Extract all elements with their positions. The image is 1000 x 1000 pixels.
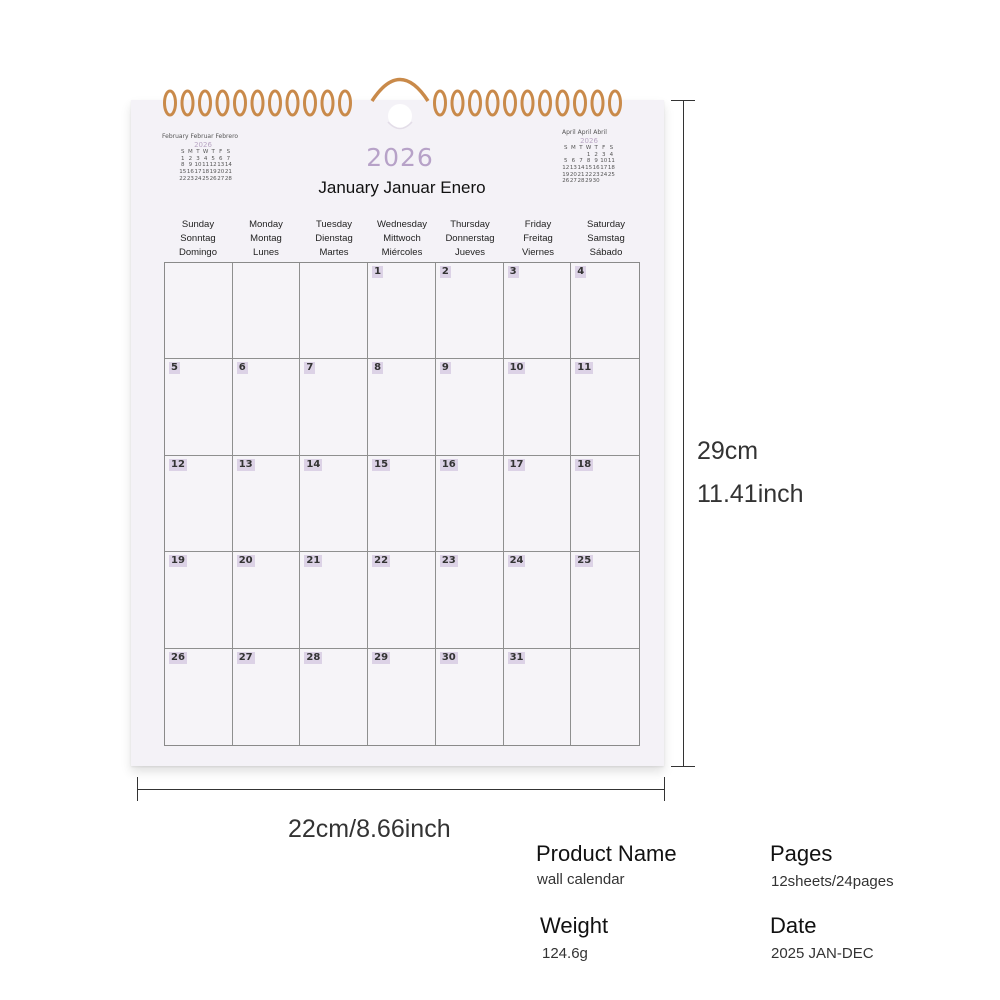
mini-calendar-day: 3 <box>196 155 200 162</box>
weekday-label-en: Sunday <box>181 219 215 230</box>
day-cell <box>165 649 233 745</box>
mini-calendar-day: 4 <box>609 151 614 158</box>
weekday-header <box>504 218 572 260</box>
mini-calendar-day: 20 <box>217 168 225 175</box>
mini-calendar-day: 26 <box>562 178 570 185</box>
day-cell <box>233 359 301 455</box>
day-number: 2 <box>441 266 449 277</box>
day-number: 18 <box>577 458 592 470</box>
mini-calendar-next <box>562 130 616 185</box>
mini-calendar-day: 23 <box>592 171 600 178</box>
mini-calendar-row <box>562 145 616 152</box>
day-number: 20 <box>238 555 253 567</box>
month-grid <box>164 262 640 746</box>
mini-calendar-day <box>608 178 616 185</box>
height-dimension-cap-top <box>671 100 695 101</box>
mini-calendar-day: W <box>202 149 209 156</box>
day-cell <box>436 359 504 455</box>
mini-calendar-day: 15 <box>585 164 593 171</box>
mini-calendar-day: 8 <box>181 162 185 169</box>
day-cell <box>571 552 639 648</box>
product-name-label: Product Name <box>536 841 677 866</box>
mini-calendar-day: 3 <box>602 151 606 158</box>
mini-calendar-day: 27 <box>569 178 577 185</box>
day-cell <box>571 649 639 745</box>
mini-calendar-day: T <box>196 149 200 156</box>
mini-calendar-row <box>179 176 238 183</box>
mini-calendar-day: 16 <box>592 164 600 171</box>
mini-calendar-day: 2 <box>594 151 598 158</box>
mini-calendar-day: T <box>579 145 583 152</box>
day-cell <box>571 456 639 552</box>
day-cell <box>504 649 572 745</box>
mini-calendar-day: 23 <box>186 175 194 182</box>
mini-calendar-day: 10 <box>194 162 202 169</box>
day-cell <box>300 263 368 359</box>
mini-calendar-day: 13 <box>217 162 225 169</box>
mini-calendar-header: April April Abril <box>562 129 607 136</box>
day-cell <box>436 263 504 359</box>
mini-calendar-day: 22 <box>179 175 187 182</box>
day-number: 12 <box>171 458 185 470</box>
mini-calendar-previous <box>163 134 238 182</box>
weekday-header <box>164 218 232 260</box>
mini-calendar-row <box>179 162 238 169</box>
day-cell <box>300 649 368 745</box>
weight-value: 124.6g <box>542 945 588 962</box>
mini-calendar-row <box>562 152 616 159</box>
mini-calendar-day: 2 <box>188 155 193 162</box>
day-number: 13 <box>238 458 253 470</box>
mini-calendar-day: 6 <box>571 158 576 165</box>
mini-calendar-day: 19 <box>562 171 570 178</box>
mini-calendar-year: 2026 <box>194 140 212 149</box>
day-cell <box>368 552 436 648</box>
day-cell <box>233 552 301 648</box>
mini-calendar-day: S <box>564 145 568 152</box>
day-cell <box>571 263 639 359</box>
mini-calendar-row <box>562 165 616 172</box>
mini-calendar-day: 24 <box>600 171 608 178</box>
date-value: 2025 JAN-DEC <box>771 945 874 962</box>
mini-calendar-day: 13 <box>569 164 577 171</box>
mini-calendar-day: 27 <box>217 175 225 182</box>
pages-label: Pages <box>770 841 833 866</box>
day-cell <box>368 649 436 745</box>
mini-calendar-day: 7 <box>579 158 583 165</box>
weekday-label-de: Dienstag <box>315 233 353 244</box>
mini-calendar-day <box>577 152 585 159</box>
day-cell <box>300 552 368 648</box>
mini-calendar-row <box>562 178 616 185</box>
weekday-label-es: Viernes <box>521 247 555 258</box>
mini-calendar-day: 11 <box>607 158 615 165</box>
mini-calendar-day: 15 <box>179 168 187 175</box>
mini-calendar-day <box>600 178 608 185</box>
mini-calendar-day: M <box>571 145 576 152</box>
day-cell <box>504 359 572 455</box>
mini-calendar-day: 17 <box>194 168 202 175</box>
day-number: 23 <box>441 555 456 567</box>
mini-calendar-day: 28 <box>577 178 585 185</box>
month-title: January Januar Enero <box>318 178 486 197</box>
day-cell <box>300 359 368 455</box>
weekday-header <box>232 218 300 260</box>
weekday-label-es: Sábado <box>589 247 623 258</box>
mini-calendar-day: 24 <box>194 175 202 182</box>
mini-calendar-day: 12 <box>209 162 217 169</box>
day-number: 19 <box>171 555 185 567</box>
mini-calendar-day: 9 <box>594 158 598 165</box>
day-number: 14 <box>306 458 321 470</box>
day-cell <box>436 552 504 648</box>
mini-calendar-day: 9 <box>188 162 193 169</box>
day-number: 5 <box>171 362 178 374</box>
mini-calendar-day: W <box>585 145 592 152</box>
weekday-label-de: Samstag <box>587 233 625 244</box>
day-number: 27 <box>238 651 253 663</box>
mini-calendar-day: 18 <box>607 164 615 171</box>
mini-calendar-day: 10 <box>600 158 608 165</box>
date-label: Date <box>770 913 817 938</box>
day-number: 7 <box>306 362 314 374</box>
mini-calendar-day: 28 <box>224 175 232 182</box>
day-number: 22 <box>374 555 389 567</box>
day-cell <box>504 263 572 359</box>
day-number: 30 <box>441 651 456 663</box>
height-dimension-line <box>683 100 684 766</box>
mini-calendar-row <box>562 172 616 179</box>
mini-calendar-day: M <box>188 149 193 156</box>
mini-calendar-day: 25 <box>607 171 615 178</box>
mini-calendar-day: 26 <box>209 175 217 182</box>
day-number: 11 <box>577 362 592 374</box>
mini-calendar-day: T <box>211 149 215 156</box>
day-cell <box>165 552 233 648</box>
width-dimension-cap-right <box>664 777 665 801</box>
day-number: 24 <box>509 555 524 567</box>
day-cell <box>504 456 572 552</box>
mini-calendar-day: 4 <box>203 155 208 162</box>
weekday-label-de: Freitag <box>523 233 553 244</box>
mini-calendar-day: 21 <box>577 171 585 178</box>
mini-calendar-day: 14 <box>224 162 232 169</box>
day-number: 31 <box>509 651 524 663</box>
weekday-label-de: Sonntag <box>180 233 216 244</box>
mini-calendar-day: S <box>226 149 231 156</box>
mini-calendar-day: S <box>609 145 614 152</box>
day-cell <box>571 359 639 455</box>
day-cell <box>368 263 436 359</box>
weekday-label-en: Wednesday <box>377 219 427 230</box>
mini-calendar-day: 20 <box>569 171 577 178</box>
mini-calendar-day: 12 <box>562 164 570 171</box>
day-cell <box>165 456 233 552</box>
mini-calendar-day: 25 <box>202 175 210 182</box>
day-number: 10 <box>509 362 524 374</box>
day-cell <box>368 456 436 552</box>
day-cell <box>233 649 301 745</box>
mini-calendar-day: 21 <box>224 168 232 175</box>
weekday-label-es: Domingo <box>178 247 218 258</box>
product-name-value: wall calendar <box>537 871 625 888</box>
day-cell <box>436 649 504 745</box>
weekday-label-en: Friday <box>524 219 552 230</box>
weekday-label-en: Saturday <box>586 219 626 230</box>
day-number: 26 <box>171 651 185 663</box>
mini-calendar-day: 14 <box>577 164 585 171</box>
day-number: 29 <box>374 651 389 663</box>
weekday-label-es: Miércoles <box>381 247 423 258</box>
mini-calendar-year: 2026 <box>580 136 598 145</box>
day-number: 6 <box>238 362 246 374</box>
weekday-header <box>300 218 368 260</box>
day-number: 28 <box>306 651 321 663</box>
mini-calendar-day: 7 <box>226 155 231 162</box>
weekday-label-de: Donnerstag <box>445 233 495 244</box>
day-cell <box>368 359 436 455</box>
weekday-label-es: Jueves <box>454 247 486 258</box>
weekday-header <box>572 218 640 260</box>
mini-calendar-row <box>562 158 616 165</box>
day-cell <box>165 359 233 455</box>
width-dimension-line <box>137 789 664 790</box>
mini-calendar-day: 29 <box>585 178 593 185</box>
day-cell <box>233 263 301 359</box>
mini-calendar-day: 18 <box>202 168 210 175</box>
mini-calendar-day: 19 <box>209 168 217 175</box>
day-number: 25 <box>577 555 592 567</box>
day-cell <box>504 552 572 648</box>
weekday-label-es: Martes <box>319 247 349 258</box>
mini-calendar-row <box>179 156 238 163</box>
day-number: 21 <box>306 555 321 567</box>
day-number: 17 <box>509 458 524 470</box>
mini-calendar-day <box>562 152 570 159</box>
day-number: 1 <box>374 266 382 277</box>
weekday-label-es: Lunes <box>253 247 279 258</box>
mini-calendar-day: F <box>602 145 606 152</box>
mini-calendar-header: February Februar Febrero <box>162 133 239 140</box>
weekday-header <box>368 218 436 260</box>
mini-calendar-day: 1 <box>181 155 185 162</box>
day-number: 9 <box>441 362 449 374</box>
mini-calendar-row <box>179 169 238 176</box>
mini-calendar-day: 22 <box>585 171 593 178</box>
mini-calendar-day: 11 <box>202 162 210 169</box>
mini-calendar-day: 1 <box>586 151 591 158</box>
day-number: 16 <box>441 458 456 470</box>
mini-calendar-day: 5 <box>564 158 568 165</box>
width-label: 22cm/8.66inch <box>288 815 451 843</box>
day-number: 3 <box>509 266 517 277</box>
mini-calendar-day: 30 <box>592 178 600 185</box>
mini-calendar-day: 16 <box>186 168 194 175</box>
mini-calendar-row <box>179 149 238 156</box>
day-cell <box>165 263 233 359</box>
weekday-label-en: Tuesday <box>315 219 353 230</box>
calendar-year: 2026 <box>366 143 434 172</box>
day-cell <box>436 456 504 552</box>
day-number: 15 <box>374 458 389 470</box>
mini-calendar-day: 8 <box>586 158 591 165</box>
mini-calendar-day: 6 <box>219 155 223 162</box>
weekday-label-de: Mittwoch <box>383 233 421 244</box>
weekday-label-en: Monday <box>249 219 283 230</box>
mini-calendar-day: T <box>594 145 598 152</box>
height-inch-label: 11.41inch <box>697 480 804 508</box>
day-number: 8 <box>374 362 382 374</box>
day-number: 4 <box>577 266 585 277</box>
weekday-label-de: Montag <box>250 233 282 244</box>
day-cell <box>300 456 368 552</box>
hanger-hook <box>372 80 428 102</box>
height-dimension-cap-bottom <box>671 766 695 767</box>
height-cm-label: 29cm <box>697 437 759 465</box>
mini-calendar-day: S <box>181 149 185 156</box>
mini-calendar-day: 17 <box>600 164 608 171</box>
mini-calendar-day: F <box>219 149 223 156</box>
day-cell <box>233 456 301 552</box>
weight-label: Weight <box>540 913 609 938</box>
weekday-label-en: Thursday <box>450 219 490 230</box>
pages-value: 12sheets/24pages <box>771 873 894 890</box>
mini-calendar-day <box>570 152 578 159</box>
mini-calendar-day: 5 <box>211 155 215 162</box>
width-dimension-cap-left <box>137 777 138 801</box>
weekday-header <box>436 218 504 260</box>
